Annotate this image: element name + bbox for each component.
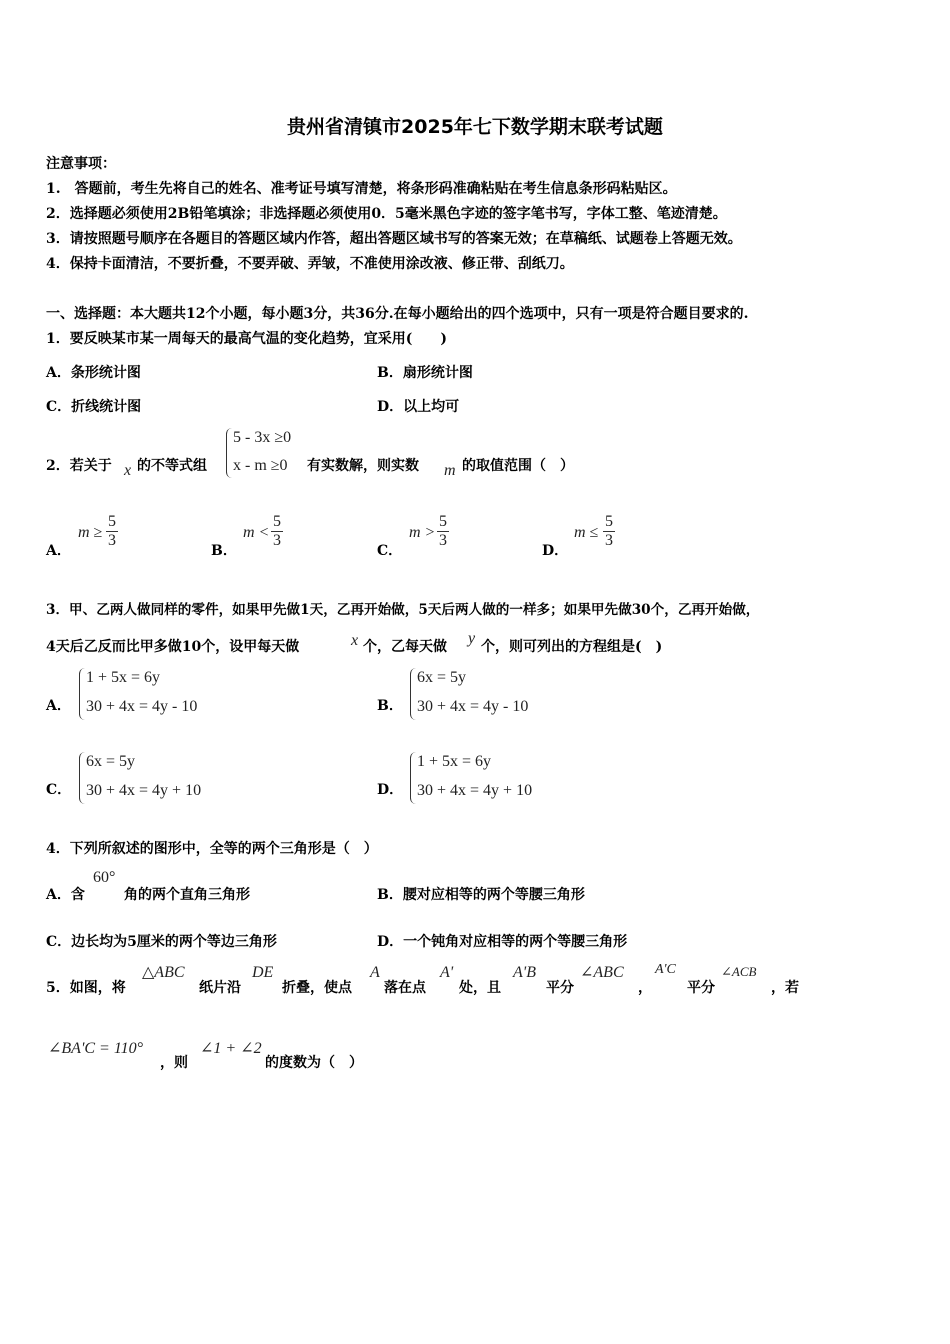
- q2-text-4: 的取值范围（ ）: [462, 458, 574, 474]
- q3-option-a-label: A．: [46, 698, 71, 714]
- notice-item-2: 2．选择题必须使用2B铅笔填涂；非选择题必须使用0．5毫米黑色字迹的签字笔书写，字体工整、笔迹清楚。: [46, 206, 727, 222]
- q5-text-11: 的度数为（ ）: [265, 1055, 363, 1071]
- q5-segment-a-prime-c: A'C: [655, 962, 676, 977]
- notice-item-4: 4．保持卡面清洁，不要折叠，不要弄破、弄皱，不准使用涂改液、修正带、刮纸刀。: [46, 256, 574, 272]
- q2-system-brace: [226, 428, 233, 478]
- denominator: 3: [108, 532, 116, 549]
- q2-option-c-expr: m >: [409, 524, 436, 541]
- q5-text-8: 平分: [687, 980, 715, 996]
- q2-text-3: 有实数解，则实数: [307, 458, 419, 474]
- q3-option-d-eq2: 30 + 4x = 4y + 10: [417, 782, 533, 799]
- q2-inequality-2: x - m ≥0: [233, 457, 288, 474]
- q1-option-d: D．以上均可: [377, 399, 460, 415]
- q3-stem-line-2c: 个，则可列出的方程组是( ): [481, 639, 663, 655]
- q4-option-c: C．边长均为5厘米的两个等边三角形: [46, 934, 277, 950]
- q3-option-d-label: D．: [377, 782, 404, 798]
- q5-text-1: 5．如图，将: [46, 980, 126, 996]
- q3-option-b-label: B．: [377, 698, 403, 714]
- q2-text-2: 的不等式组: [137, 458, 207, 474]
- page-title: 贵州省清镇市2025年七下数学期末联考试题: [287, 116, 663, 138]
- q4-option-b: B．腰对应相等的两个等腰三角形: [377, 887, 585, 903]
- q3-option-d-eq1: 1 + 5x = 6y: [417, 753, 492, 770]
- notice-heading: 注意事项：: [46, 156, 116, 172]
- section-heading: 一、选择题：本大题共12个小题，每小题3分，共36分.在每小题给出的四个选项中，只有一项是符合题目要求的.: [46, 306, 749, 322]
- q1-option-a: A．条形统计图: [46, 365, 141, 381]
- q2-option-d-label: D．: [542, 543, 569, 559]
- q3-option-a-eq1: 1 + 5x = 6y: [86, 669, 161, 686]
- q3-option-b-brace: [410, 668, 417, 720]
- q2-option-b-expr: m <: [243, 524, 270, 541]
- q2-inequality-1: 5 - 3x ≥0: [233, 429, 292, 446]
- q1-option-b: B．扇形统计图: [377, 365, 473, 381]
- q2-option-a-expr: m ≥: [78, 524, 103, 541]
- q5-text-4: 落在点: [384, 980, 426, 996]
- q3-option-c-eq1: 6x = 5y: [86, 753, 136, 770]
- numerator: 5: [439, 513, 447, 530]
- q5-segment-a-prime-b: A'B: [513, 964, 536, 981]
- q2-option-b-fraction: [271, 513, 283, 550]
- numerator: 5: [108, 513, 116, 530]
- notice-item-1: 1. 答题前，考生先将自己的姓名、准考证号填写清楚，将条形码准确粘贴在考生信息条形码粘贴区。: [46, 181, 677, 197]
- denominator: 3: [273, 532, 281, 549]
- q5-angle-acb: ∠ACB: [721, 964, 757, 979]
- q1-stem: 1．要反映某市某一周每天的最高气温的变化趋势，宜采用( ): [46, 331, 447, 347]
- denominator: 3: [605, 532, 613, 549]
- q4-option-a-pre: A．含: [46, 887, 85, 903]
- q5-point-a: A: [370, 964, 380, 981]
- numerator: 5: [273, 513, 281, 530]
- q5-text-7: ，: [638, 980, 652, 996]
- q5-angle-sum: ∠1 + ∠2: [200, 1040, 262, 1057]
- q2-option-d-expr: m ≤: [574, 524, 599, 541]
- q3-var-x: x: [351, 632, 359, 649]
- q5-text-10: ，则: [160, 1055, 188, 1071]
- q5-text-6: 平分: [546, 980, 574, 996]
- notice-item-3: 3．请按照题号顺序在各题目的答题区域内作答，超出答题区域书写的答案无效；在草稿纸、试题卷上答题无效。: [46, 231, 742, 247]
- q5-angle-condition: ∠BA'C = 110°: [48, 1040, 144, 1057]
- q3-option-c-brace: [79, 752, 86, 804]
- q3-stem-line-2b: 个，乙每天做: [363, 639, 447, 655]
- q2-option-d-fraction: [603, 513, 615, 550]
- q3-option-d-brace: [410, 752, 417, 804]
- q3-option-a-eq2: 30 + 4x = 4y - 10: [86, 698, 198, 715]
- q2-option-c-fraction: [437, 513, 449, 550]
- q1-option-c: C．折线统计图: [46, 399, 142, 415]
- numerator: 5: [605, 513, 613, 530]
- q5-text-3: 折叠，使点: [282, 980, 352, 996]
- q4-option-a-angle: 60°: [93, 869, 116, 886]
- q5-text-5: 处，且: [459, 980, 501, 996]
- q3-var-y: y: [468, 630, 476, 647]
- q3-stem-line-1: 3．甲、乙两人做同样的零件，如果甲先做1天，乙再开始做，5天后两人做的一样多；如果甲先做30个，乙再开始做，: [46, 602, 760, 618]
- q4-option-d: D．一个钝角对应相等的两个等腰三角形: [377, 934, 628, 950]
- q3-stem-line-2a: 4天后乙反而比甲多做10个，设甲每天做: [46, 639, 300, 655]
- q5-triangle-abc: △ABC: [142, 964, 185, 981]
- q2-option-a-fraction: [106, 513, 118, 550]
- q3-option-c-label: C．: [46, 782, 72, 798]
- q5-line-de: DE: [252, 964, 274, 981]
- q4-option-a-post: 角的两个直角三角形: [124, 887, 250, 903]
- q3-option-b-eq1: 6x = 5y: [417, 669, 467, 686]
- q2-option-b-label: B．: [211, 543, 237, 559]
- q2-var-m: m: [444, 462, 456, 479]
- q5-text-9: ，若: [771, 980, 799, 996]
- q2-option-a-label: A．: [46, 543, 71, 559]
- q2-option-c-label: C．: [377, 543, 403, 559]
- q2-text-1: 2．若关于: [46, 458, 112, 474]
- q5-text-2: 纸片沿: [199, 980, 241, 996]
- q5-point-a-prime: A': [440, 964, 454, 981]
- q3-option-b-eq2: 30 + 4x = 4y - 10: [417, 698, 529, 715]
- denominator: 3: [439, 532, 447, 549]
- q5-angle-abc: ∠ABC: [580, 964, 624, 981]
- q3-option-a-brace: [79, 668, 86, 720]
- q3-option-c-eq2: 30 + 4x = 4y + 10: [86, 782, 202, 799]
- q4-stem: 4．下列所叙述的图形中，全等的两个三角形是（ ）: [46, 841, 378, 857]
- q2-var-x: x: [124, 462, 132, 479]
